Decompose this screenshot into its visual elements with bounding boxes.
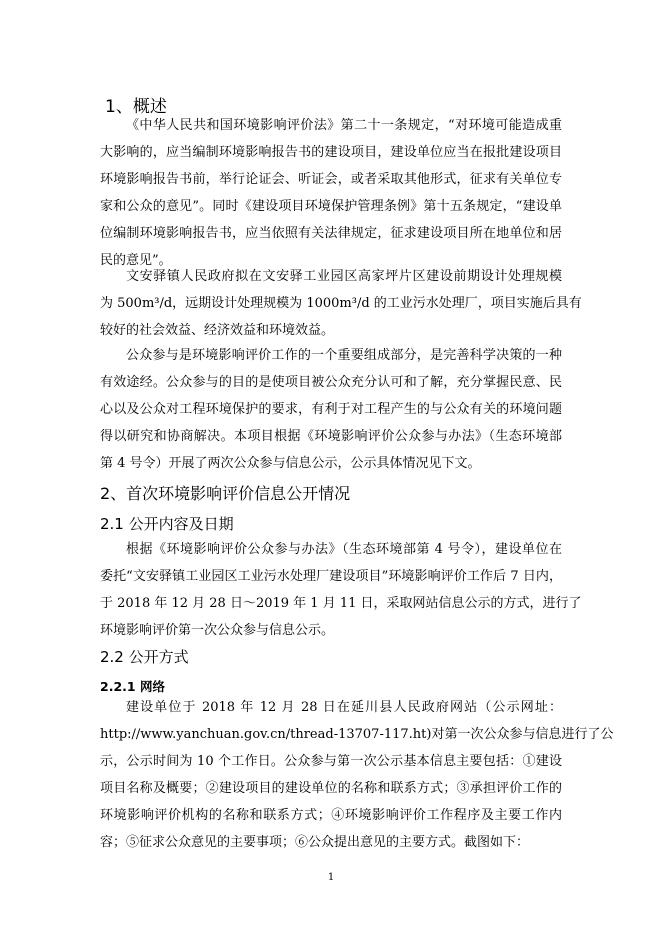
- text-line: 环境影响报告书前，举行论证会、听证会，或者采取其他形式，征求有关单位专: [100, 172, 562, 187]
- paragraph-overview-3: [100, 342, 562, 477]
- text-line: 容；⑤征求公众意见的主要事项；⑥公众提出意见的主要方式。截图如下：: [100, 835, 530, 850]
- text-line: 较好的社会效益、经济效益和环境效益。: [100, 323, 335, 338]
- paragraph-overview-2: [100, 263, 582, 344]
- text-line: 项目名称及概要；②建设项目的建设单位的名称和联系方式；③承担评价工作的: [100, 781, 562, 796]
- text-line: 于 2018 年 12 月 28 日～2019 年 1 月 11 日，采取网站信息公示的方式，进行了: [100, 596, 582, 611]
- section-1-heading: 1、概述: [105, 97, 167, 117]
- text-line: 委托“文安驿镇工业园区工业污水处理厂建设项目”环境影响评价工作后 7 日内，: [100, 569, 562, 584]
- text-line: 位编制环境影响报告书，应当依照有关法律规定，征求建设项目所在地单位和居: [100, 226, 562, 241]
- text-line: 大影响的，应当编制环境影响报告书的建设项目，建设单位应当在报批建设项目: [100, 145, 562, 160]
- text-line: 建设单位于 2018 年 12 月 28 日在延川县人民政府网站（公示网址：: [126, 700, 562, 715]
- text-line: 根据《环境影响评价公众参与办法》（生态环境部第 4 号令），建设单位在: [126, 542, 562, 557]
- text-line: 家和公众的意见”。同时《建设项目环境保护管理条例》第十五条规定，“建设单: [100, 199, 562, 214]
- paragraph-network-disclosure: [100, 694, 614, 856]
- paragraph-disclosure-content: [100, 536, 582, 644]
- text-line: 第 4 号令）开展了两次公众参与信息公示，公示具体情况见下文。: [100, 456, 481, 471]
- text-line: 文安驿镇人民政府拟在文安驿工业园区高家坪片区建设前期设计处理规模: [126, 269, 562, 284]
- page-number: 1: [327, 872, 335, 883]
- text-line: 环境影响评价机构的名称和联系方式；④环境影响评价工作程序及主要工作内: [100, 808, 562, 823]
- text-line: 为 500m³/d，远期设计处理规模为 1000m³/d 的工业污水处理厂，项目实施后具有: [100, 296, 582, 311]
- text-line: 心以及公众对工程环境保护的要求，有利于对工程产生的与公众有关的环境问题: [100, 402, 562, 417]
- text-line: 示，公示时间为 10 个工作日。公众参与第一次公示基本信息主要包括：①建设: [100, 754, 562, 769]
- text-line: 有效途经。公众参与的目的是使项目被公众充分认可和了解，充分掌握民意、民: [100, 375, 562, 390]
- section-2-2-1-heading: 2.2.1 网络: [100, 679, 165, 694]
- text-line: 公众参与是环境影响评价工作的一个重要组成部分，是完善科学决策的一种: [126, 348, 562, 363]
- section-2-2-heading: 2.2 公开方式: [100, 648, 189, 666]
- section-2-1-heading: 2.1 公开内容及日期: [100, 515, 234, 533]
- text-line: 《中华人民共和国环境影响评价法》第二十一条规定，“对环境可能造成重: [126, 118, 562, 133]
- text-line: 环境影响评价第一次公众参与信息公示。: [100, 623, 335, 638]
- paragraph-overview-1: [100, 112, 562, 274]
- section-2-heading: 2、首次环境影响评价信息公开情况: [100, 484, 351, 503]
- text-line: 民的意见”。: [100, 253, 172, 268]
- text-line: http://www.yanchuan.gov.cn/thread-13707-117.ht)对第一次公众参与信息进行了公: [100, 727, 614, 742]
- text-line: 得以研究和协商解决。本项目根据《环境影响评价公众参与办法》（生态环境部: [100, 429, 562, 444]
